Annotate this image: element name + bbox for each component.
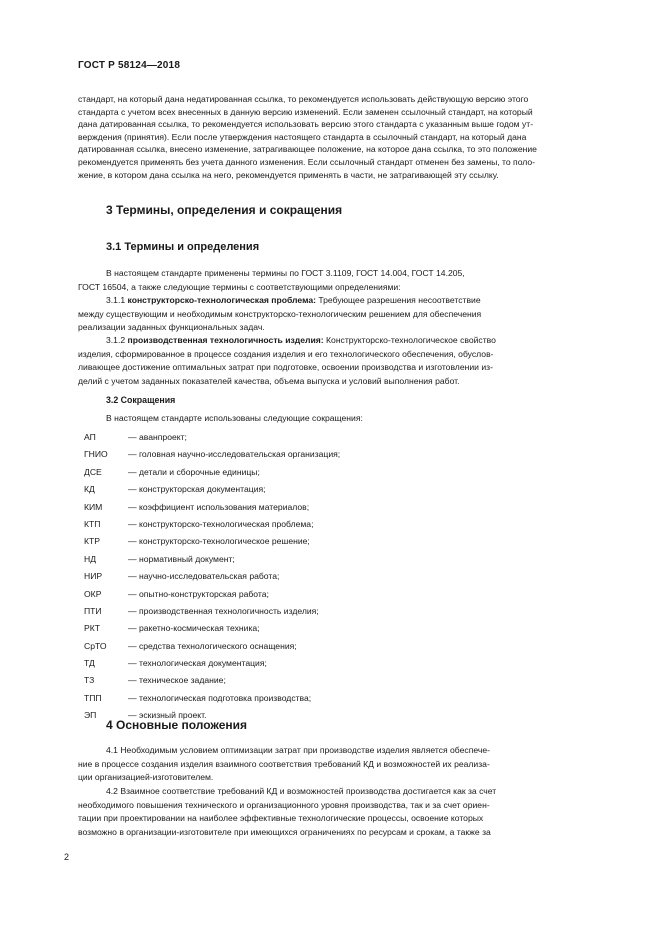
abbreviation-code: ТЗ (84, 675, 95, 686)
paragraph-4-2 (78, 785, 585, 839)
abbreviation-code: ТД (84, 658, 95, 669)
intro-line: стандарта с учетом всех внесенных в данную версию изменений. Если заменен ссылочный стандарт, на который (78, 106, 533, 117)
abbreviation-code: НД (84, 553, 97, 564)
term-3-1-2 (78, 334, 585, 388)
paragraph-line: ции организацией-изготовителем. (78, 772, 214, 782)
abbreviation-description: — средства технологического оснащения; (128, 640, 297, 651)
abbreviation-description: — техническое задание; (128, 675, 226, 686)
abbreviation-description: — аванпроект; (128, 432, 187, 442)
term-number: 3.1.2 (106, 335, 128, 345)
section-3-2-heading: 3.2 Сокращения (106, 395, 176, 405)
abbreviation-code: РКТ (84, 623, 100, 634)
abbreviation-code: ТПП (84, 692, 102, 703)
paragraph-line: 4.2 Взаимное соответствие требований КД и возможностей производства достигается как за счет (106, 786, 497, 796)
paragraph-line: изделия, сформированное в процессе создания изделия и его технологического обеспечения, обуслов- (78, 348, 494, 359)
paragraph-4-1 (78, 744, 585, 785)
abbreviation-code: ПТИ (84, 605, 102, 616)
abbreviation-code: ОКР (84, 588, 102, 599)
page-number: 2 (64, 852, 70, 862)
abbreviation-description: — производственная технологичность изделия; (128, 605, 319, 616)
intro-line: датированная ссылка, внесено изменение, затрагивающее положение, на которое дана ссылка, то это положение (78, 144, 537, 155)
abbreviation-description: — детали и сборочные единицы; (128, 466, 260, 477)
abbreviation-description: — нормативный документ; (128, 553, 235, 564)
section-3-1-lead (78, 267, 585, 294)
section-3-2-lead (78, 412, 585, 426)
abbreviation-code: ДСЕ (84, 466, 102, 477)
term-name: конструкторско-технологическая проблема: (127, 295, 316, 305)
section-4-heading: 4 Основные положения (106, 718, 248, 732)
abbreviation-code: АП (84, 432, 96, 442)
abbreviation-description: — головная научно-исследовательская организация; (128, 449, 341, 460)
abbreviation-description: — коэффициент использования материалов; (128, 501, 310, 512)
paragraph-line: реализации заданных функциональных задач. (78, 322, 265, 332)
paragraph-line (78, 294, 585, 308)
abbreviation-code: ГНИО (84, 449, 108, 460)
term-name: производственная технологичность изделия: (127, 335, 324, 345)
paragraph-line: тации при проектировании на наиболее эффективные технологические процессы, освоение которых (78, 813, 484, 823)
term-definition-start: Конструкторско-технологическое свойство (323, 335, 496, 345)
term-3-1-1 (78, 294, 585, 335)
abbreviation-code: КТП (84, 518, 101, 529)
abbreviation-code: КИМ (84, 501, 103, 512)
term-definition-start: Требующее разрешения несоответствие (315, 295, 481, 305)
abbreviation-description: — научно-исследовательская работа; (128, 571, 280, 582)
section-3-heading: 3 Термины, определения и сокращения (106, 203, 343, 217)
paragraph-line: между существующим и необходимым конструкторско-технологическим решением для обеспечения (78, 308, 482, 319)
paragraph-line: ние в процессе создания изделия взаимного соответствия требований КД и возможностей их реализа- (78, 758, 490, 769)
abbreviation-description: — опытно-конструкторская работа; (128, 588, 269, 599)
section-3-1-heading: 3.1 Термины и определения (106, 241, 260, 253)
abbreviation-code: КД (84, 484, 95, 495)
abbreviation-description: — технологическая подготовка производства; (128, 692, 312, 703)
abbreviation-description: — конструкторская документация; (128, 484, 266, 495)
paragraph-line: В настоящем стандарте применены термины по ГОСТ 3.1109, ГОСТ 14.004, ГОСТ 14.205, (106, 268, 465, 278)
abbreviation-description: — ракетно-космическая техника; (128, 623, 260, 634)
paragraph-line: возможно в организации-изготовителе при имеющихся ограничениях по ресурсам и срокам, а также за (78, 826, 491, 837)
abbreviation-description: — технологическая документация; (128, 658, 267, 669)
paragraph-line: делий с учетом заданных показателей качества, объема выпуска и условий выполнения работ. (78, 375, 460, 386)
abbreviation-description: — конструкторско-технологическое решение; (128, 536, 310, 547)
intro-line: верждения (принятия). Если после утверждения настоящего стандарта в ссылочный стандарт, на который дана (78, 131, 527, 142)
abbreviation-code: ЭП (84, 710, 97, 721)
paragraph-line: ливающее достижение оптимальных затрат при подготовке, освоении производства и изготовлении из- (78, 362, 493, 372)
abbreviation-code: НИР (84, 571, 103, 582)
paragraph-line: необходимого повышения технического и организационного уровня производства, так и за счет ориен- (78, 799, 490, 810)
intro-line: дана датированная ссылка, то рекомендуется использовать версию этого стандарта с указанным выше годом ут- (78, 119, 534, 130)
term-number: 3.1.1 (106, 295, 128, 305)
intro-line: стандарт, на который дана недатированная ссылка, то рекомендуется использовать действующую версию этого (78, 94, 529, 104)
abbreviation-code: КТР (84, 536, 100, 547)
abbreviation-description: — конструкторско-технологическая проблема; (128, 518, 314, 529)
intro-line: рекомендуется применять без учета данного изменения. Если ссылочный стандарт отменен без замены, то поло- (78, 156, 536, 167)
paragraph-line: 4.1 Необходимым условием оптимизации затрат при производстве изделия является обеспече- (106, 745, 490, 755)
intro-line: жение, в котором дана ссылка на него, рекомендуется применять в части, не затрагивающей эту ссылку. (78, 169, 499, 180)
abbreviation-code: СрТО (84, 640, 107, 651)
standard-header: ГОСТ Р 58124—2018 (78, 60, 181, 71)
abbreviation-description: — эскизный проект. (128, 710, 207, 721)
paragraph-line (78, 334, 585, 348)
paragraph-line: В настоящем стандарте использованы следующие сокращения: (106, 413, 363, 423)
intro-paragraph (78, 93, 585, 181)
paragraph-line: ГОСТ 16504, а также следующие термины с соответствующими определениями: (78, 281, 401, 292)
